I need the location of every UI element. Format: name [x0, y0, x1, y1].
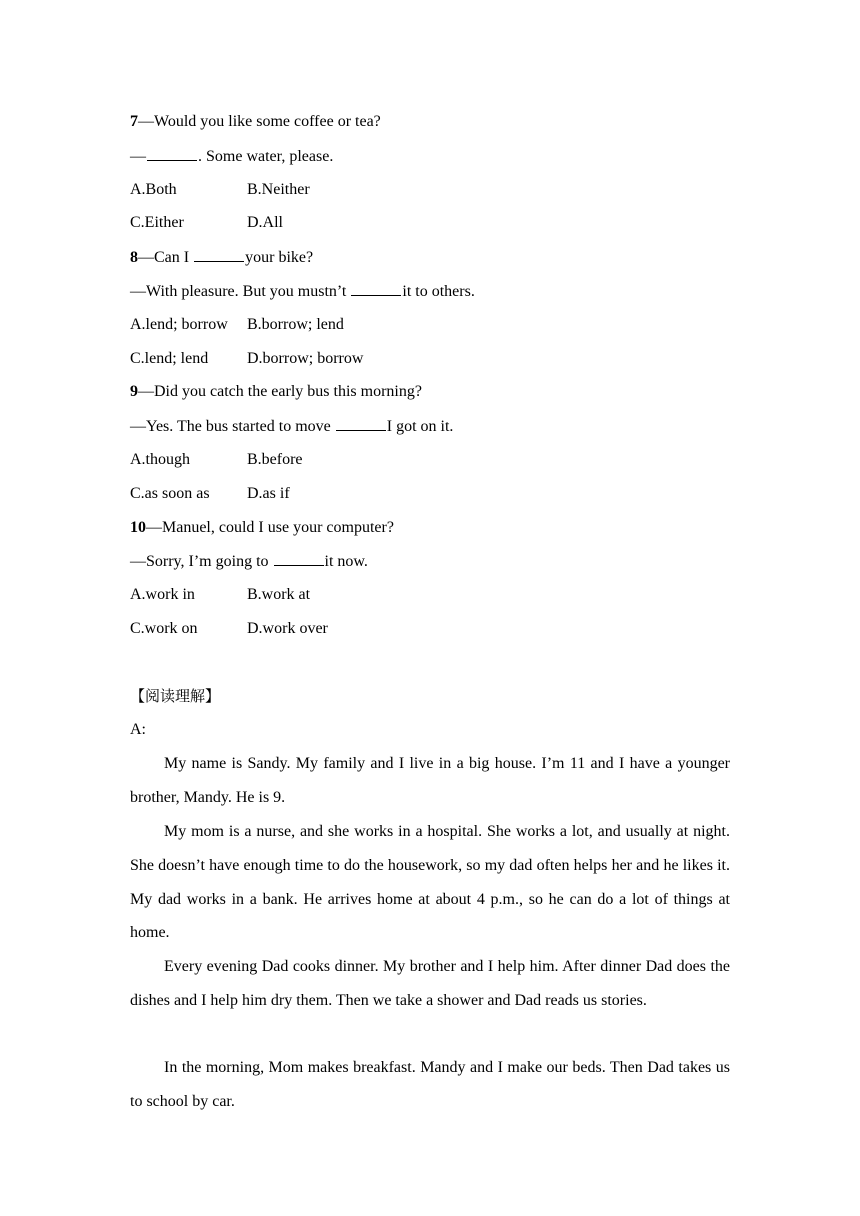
response-text: . Some water, please.: [198, 148, 334, 165]
option-a: A.lend; borrow: [130, 316, 228, 333]
response-text: —: [130, 148, 146, 165]
question-number: 8: [130, 249, 138, 266]
passage-paragraph: In the morning, Mom makes breakfast. Mandy and I make our beds. Then Dad takes us to school by car.: [130, 1059, 730, 1110]
option-b: B.before: [247, 451, 303, 468]
question-8-prompt: [130, 247, 313, 268]
option-a: A.Both: [130, 181, 177, 198]
question-number: 10: [130, 519, 146, 536]
option-d: D.All: [247, 214, 283, 231]
option-a: A.work in: [130, 586, 195, 603]
option-c: C.lend; lend: [130, 350, 209, 367]
option-b: B.Neither: [247, 181, 310, 198]
passage-paragraph: My mom is a nurse, and she works in a hospital. She works a lot, and usually at night. She doesn’t have enough time to do the housework, so my dad often helps her and he likes it. My dad works in a bank. He arrives home at about 4 p.m., so he can do a lot of things at home.: [130, 823, 730, 942]
response-text: it now.: [324, 553, 368, 570]
question-10-options-row-2: [130, 619, 530, 639]
question-7-prompt: [130, 112, 381, 132]
question-number: 7: [130, 113, 138, 130]
response-text: —With pleasure. But you mustn’t: [130, 283, 351, 300]
question-8-options-row-2: [130, 349, 530, 369]
option-d: D.as if: [247, 485, 290, 502]
question-7-options-row-2: [130, 213, 530, 233]
question-number: 9: [130, 383, 138, 400]
passage-paragraph: Every evening Dad cooks dinner. My brother and I help him. After dinner Dad does the dishes and I help him dry them. Then we take a shower and Dad reads us stories.: [130, 958, 730, 1009]
option-d: D.borrow; borrow: [247, 350, 364, 367]
answer-blank: [274, 551, 324, 566]
answer-blank: [351, 281, 401, 296]
response-text: —Sorry, I’m going to: [130, 553, 273, 570]
option-b: B.work at: [247, 586, 311, 603]
response-text: it to others.: [402, 283, 475, 300]
question-10-response: [130, 551, 368, 572]
option-b: B.borrow; lend: [247, 316, 344, 333]
question-text: —Manuel, could I use your computer?: [146, 519, 394, 536]
option-c: C.work on: [130, 620, 198, 637]
question-10-options-row-1: [130, 585, 530, 605]
section-heading: 【阅读理解】: [130, 687, 221, 705]
answer-blank: [147, 146, 197, 161]
question-7-options-row-1: [130, 180, 530, 200]
question-8-response: [130, 281, 475, 302]
question-text: your bike?: [245, 249, 314, 266]
question-9-options-row-1: [130, 450, 530, 470]
question-9-options-row-2: [130, 484, 530, 504]
passage-label: A:: [130, 721, 146, 738]
question-10-prompt: [130, 518, 394, 538]
question-8-options-row-1: [130, 315, 530, 335]
question-7-response: [130, 146, 333, 167]
option-c: C.as soon as: [130, 485, 210, 502]
question-text: —Would you like some coffee or tea?: [138, 113, 381, 130]
response-text: —Yes. The bus started to move: [130, 418, 335, 435]
question-text: —Did you catch the early bus this morning?: [138, 383, 422, 400]
option-d: D.work over: [247, 620, 328, 637]
answer-blank: [194, 247, 244, 262]
option-a: A.though: [130, 451, 190, 468]
passage-paragraph: My name is Sandy. My family and I live in a big house. I’m 11 and I have a younger brother, Mandy. He is 9.: [130, 755, 730, 806]
response-text: I got on it.: [386, 418, 454, 435]
answer-blank: [336, 416, 386, 431]
question-9-prompt: [130, 382, 422, 402]
question-text: —Can I: [138, 249, 194, 266]
question-9-response: [130, 416, 453, 437]
option-c: C.Either: [130, 214, 184, 231]
